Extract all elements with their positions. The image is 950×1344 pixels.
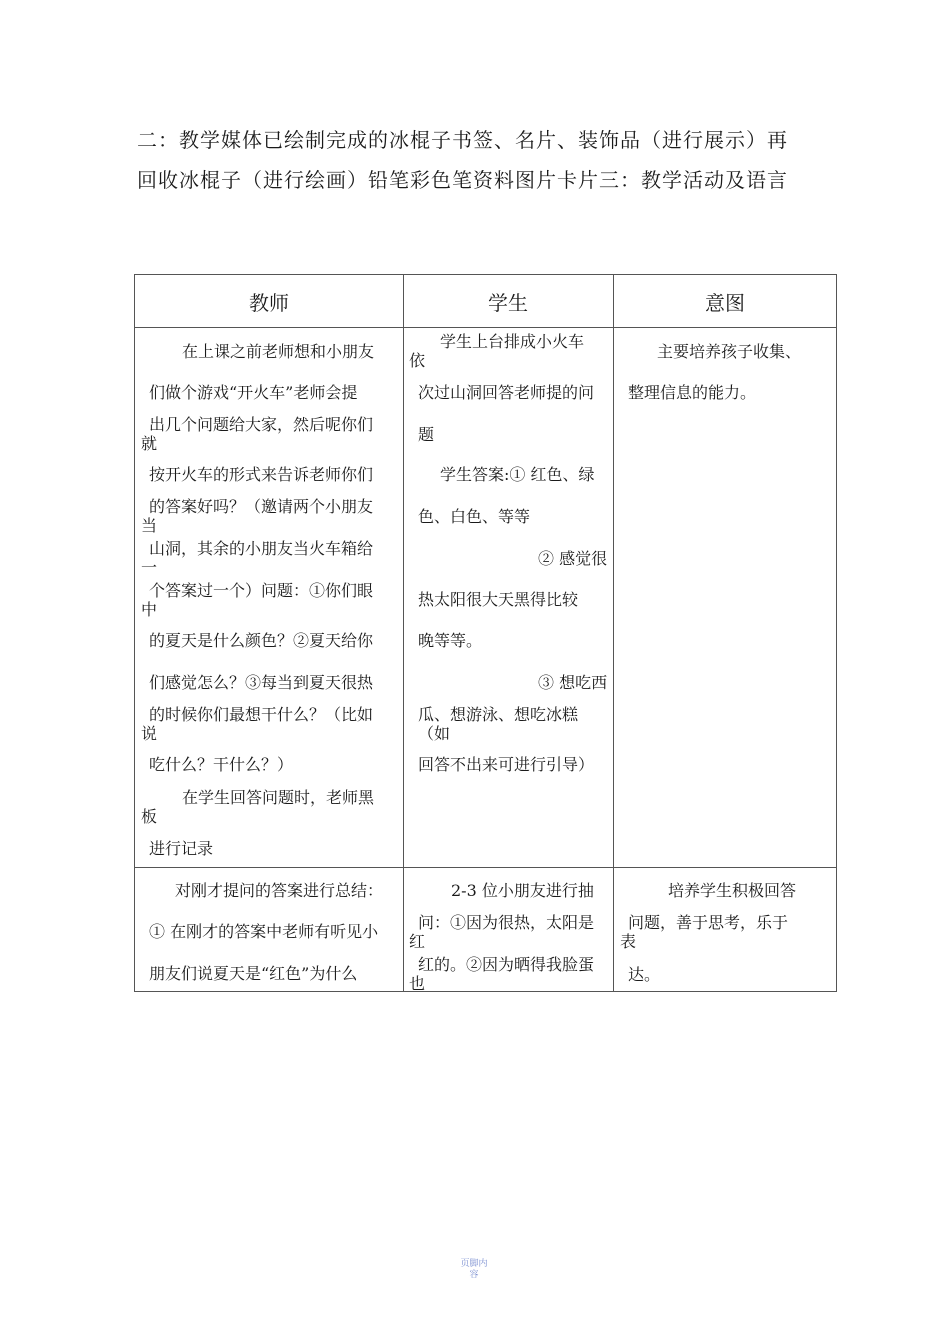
cell-text-line: ③ 想吃西 bbox=[538, 673, 608, 692]
cell-text-line: 培养学生积极回答 bbox=[668, 881, 797, 900]
cell-text-line: 次过山洞回答老师提的问 bbox=[418, 383, 595, 402]
cell-text-line: 在学生回答问题时，老师黑 bbox=[182, 788, 375, 807]
cell-text-line: 当 bbox=[141, 516, 158, 535]
cell-text-line: ② 感觉很 bbox=[538, 549, 608, 568]
cell-text-line: 色、白色、等等 bbox=[418, 507, 531, 526]
header-student: 学生 bbox=[488, 290, 528, 315]
cell-text-line: 山洞，其余的小朋友当火车箱给 bbox=[149, 539, 374, 558]
cell-text-line: 说 bbox=[141, 724, 158, 743]
intro-line-2: 回收冰棍子（进行绘画）铅笔彩色笔资料图片卡片三：教学活动及语言 bbox=[137, 168, 788, 192]
cell-text-line: 一 bbox=[141, 558, 158, 577]
cell-text-line: 对刚才提问的答案进行总结： bbox=[175, 881, 384, 900]
cell-text-line: 中 bbox=[141, 600, 158, 619]
cell-text-line: （如 bbox=[418, 724, 451, 743]
cell-text-line: 板 bbox=[141, 807, 158, 826]
cell-text-line: 问：①因为很热，太阳是 bbox=[418, 913, 595, 932]
cell-text-line: 出几个问题给大家，然后呢你们 bbox=[149, 415, 374, 434]
activity-table bbox=[134, 274, 837, 992]
cell-text-line: 学生上台排成小火车 bbox=[440, 332, 585, 351]
column-divider bbox=[613, 275, 614, 991]
cell-text-line: 晚等等。 bbox=[418, 631, 483, 650]
cell-text-line: 进行记录 bbox=[149, 839, 214, 858]
cell-text-line: 吃什么？干什么？） bbox=[149, 755, 294, 774]
cell-text-line: 红 bbox=[409, 932, 426, 951]
cell-text-line: 达。 bbox=[628, 965, 661, 984]
row-divider bbox=[135, 867, 836, 868]
footer-line-2: 容 bbox=[469, 1270, 479, 1280]
cell-text-line: 的答案好吗？（邀请两个小朋友 bbox=[149, 497, 374, 516]
page-footer bbox=[460, 1259, 488, 1281]
cell-text-line: 也 bbox=[409, 974, 426, 993]
row-divider bbox=[135, 327, 836, 328]
header-teacher: 教师 bbox=[249, 290, 289, 315]
cell-text-line: 题 bbox=[418, 425, 435, 444]
cell-text-line: 红的。②因为晒得我脸蛋 bbox=[418, 955, 595, 974]
cell-text-line: 按开火车的形式来告诉老师你们 bbox=[149, 465, 374, 484]
cell-text-line: 在上课之前老师想和小朋友 bbox=[182, 342, 375, 361]
cell-text-line: 学生答案:① 红色、绿 bbox=[440, 465, 595, 484]
footer-line-1: 页脚内 bbox=[460, 1259, 488, 1269]
cell-text-line: 们做个游戏“开火车”老师会提 bbox=[149, 383, 358, 402]
cell-text-line: 个答案过一个）问题：①你们眼 bbox=[149, 581, 374, 600]
intro-line-1: 二：教学媒体已绘制完成的冰棍子书签、名片、装饰品（进行展示）再 bbox=[137, 128, 788, 152]
cell-text-line: 回答不出来可进行引导） bbox=[418, 755, 595, 774]
cell-text-line: 瓜、想游泳、想吃冰糕 bbox=[418, 705, 579, 724]
cell-text-line: 热太阳很大天黑得比较 bbox=[418, 590, 579, 609]
intro-paragraph bbox=[137, 120, 837, 200]
cell-text-line: 依 bbox=[409, 351, 426, 370]
cell-text-line: 主要培养孩子收集、 bbox=[657, 342, 802, 361]
column-divider bbox=[403, 275, 404, 991]
cell-text-line: 表 bbox=[620, 932, 637, 951]
cell-text-line: 们感觉怎么？③每当到夏天很热 bbox=[149, 673, 374, 692]
cell-text-line: 朋友们说夏天是“红色”为什么 bbox=[149, 964, 358, 983]
cell-text-line: 2-3 位小朋友进行抽 bbox=[451, 881, 594, 900]
cell-text-line: 就 bbox=[141, 434, 158, 453]
cell-text-line: 整理信息的能力。 bbox=[628, 383, 757, 402]
cell-text-line: ① 在刚才的答案中老师有听见小 bbox=[149, 922, 379, 941]
cell-text-line: 问题，善于思考，乐于 bbox=[628, 913, 789, 932]
cell-text-line: 的夏天是什么颜色？②夏天给你 bbox=[149, 631, 374, 650]
header-intent: 意图 bbox=[705, 290, 745, 315]
cell-text-line: 的时候你们最想干什么？（比如 bbox=[149, 705, 374, 724]
